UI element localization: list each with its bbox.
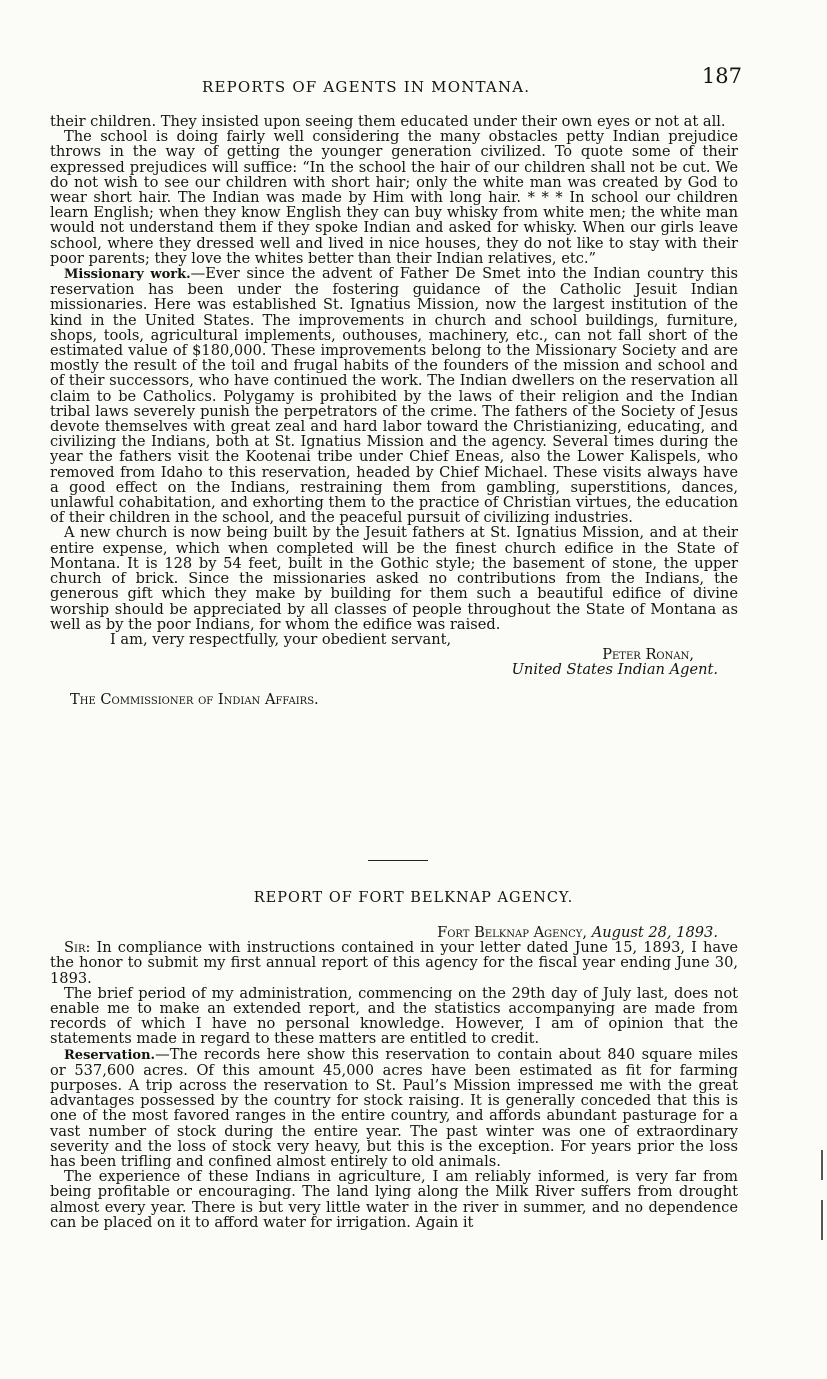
section-divider — [368, 860, 428, 861]
paragraph-text: —The records here show this reservation to contain about 840 square miles or 537,600 acres. Of this amount 45,000 acres have been estimated as fit for farming purposes. A trip across the reservation to St. Paul’s Mission impressed me with the great advantages possessed by the country for stock raising. It is generally conceded that this is one of the most favored ranges in the entire country, and affords abundant pasturage for a vast number of stock during the entire year. The past winter was one of extraordinary severity and the loss of stock very heavy, but this is the exception. For years prior the loss has been trifling and confined almost entirely to old animals. — [50, 1045, 738, 1171]
dateline — [50, 925, 738, 940]
page-number: 187 — [701, 64, 742, 88]
run-in-heading: Reservation. — [64, 1047, 156, 1063]
dateline-date: August 28, 1893. — [591, 924, 718, 941]
paragraph — [50, 266, 738, 525]
paragraph: their children. They insisted upon seeing them educated under their own eyes or not at all. — [50, 113, 726, 130]
signer-title: United States Indian Agent. — [511, 661, 718, 679]
run-in-heading: Missionary work. — [64, 267, 191, 283]
paragraph: The experience of these Indians in agriculture, I am reliably informed, is very far from being profitable or encouraging. The land lying along the Milk River suffers from drought almost every year. There is but very little water in the river in summer, and no dependence can be placed on it to afford water for irrigation. Again it — [50, 1168, 738, 1231]
paragraph — [50, 940, 738, 986]
salutation: Sir: — [64, 939, 91, 957]
running-head: REPORTS OF AGENTS IN MONTANA. — [202, 78, 531, 96]
paragraph-text: In compliance with instructions contained in your letter dated June 15, 1893, I have the honor to submit my first annual report of this agency for the fiscal year ending June 30, 1893. — [50, 939, 738, 987]
dateline-place: Fort Belknap Agency, — [437, 924, 588, 941]
agent-report-body — [50, 114, 738, 707]
paragraph — [50, 1047, 738, 1170]
scan-edge-mark — [821, 1150, 823, 1180]
paragraph-text: —Ever since the advent of Father De Smet into the Indian country this reservation has been under the fostering guidance of the Catholic Jesuit Indian missionaries. Here was established St. Ignatius Mission, now the largest institution of the kind in the United States. The improvements in church and school buildings, furniture, shops, tools, agricultural implements, outhouses, machinery, etc., can not fall short of the estimated value of $180,000. These improvements belong to the Missionary Society and are mostly the result of the toil and frugal habits of the founders of the mission and school and of their successors, who have continued the work. The Indian dwellers on the reservation all claim to be Catholics. Polygamy is prohibited by the laws of their religion and the Indian tribal laws severely punish the perpetrators of the crime. The fathers of the Society of Jesus devote themselves with great zeal and hard labor toward the Christianizing, educating, and civilizing the Indians, both at St. Ignatius Mission and the agency. Several times during the year the fathers visit the Kootenai tribe under Chief Eneas, also the Lower Kalispels, who removed from Idaho to this reservation, headed by Chief Michael. These visits always have a good effect on the Indians, restraining them from gambling, superstitions, dances, unlawful cohabitation, and exhorting them to the practice of Christian virtues, the education of their children in the school, and the peaceful pursuit of civilizing industries. — [50, 265, 738, 527]
section-title: REPORT OF FORT BELKNAP AGENCY. — [253, 890, 574, 906]
closing-line: I am, very respectfully, your obedient servant, — [110, 630, 452, 648]
paragraph: A new church is now being built by the Jesuit fathers at St. Ignatius Mission, and at their entire expense, which when completed will be the finest church edifice in the State of Montana. It is 128 by 54 feet, built in the Gothic style; the basement of stone, the upper church of brick. Since the missionaries asked no contributions from the Indians, the generous gift which they make by building for them such a beautiful edifice of divine worship should be appreciated by all classes of people throughout the State of Montana as well as by the poor Indians, for whom the edifice was raised. — [50, 524, 738, 633]
paragraph: The school is doing fairly well considering the many obstacles petty Indian prejudice throws in the way of getting the younger generation civilized. To quote some of their expressed prejudices will suffice: “In the school the hair of our children shall not be cut. We do not wish to see our children with short hair; only the white man was created by God to wear short hair. The Indian was made by Him with long hair. * * * In school our children learn English; when they know English they can buy whisky from white men; the white man would not understand them if they spoke Indian and asked for whisky. When our girls leave school, where they dressed well and lived in nice houses, they do not like to stay with their poor parents; they love the whites better than their Indian relatives, etc.” — [50, 128, 738, 267]
page-header — [52, 64, 742, 96]
scan-edge-mark — [821, 1200, 823, 1240]
addressee: The Commissioner of Indian Affairs. — [70, 690, 319, 708]
fort-belknap-report-body — [50, 925, 738, 1230]
paragraph: The brief period of my administration, commencing on the 29th day of July last, does not enable me to make an extended report, and the statistics accompanying are made from records of which I have no personal knowledge. However, I am of opinion that the statements made in regard to these matters are entitled to credit. — [50, 984, 738, 1048]
signer-name: Peter Ronan, — [602, 646, 694, 664]
